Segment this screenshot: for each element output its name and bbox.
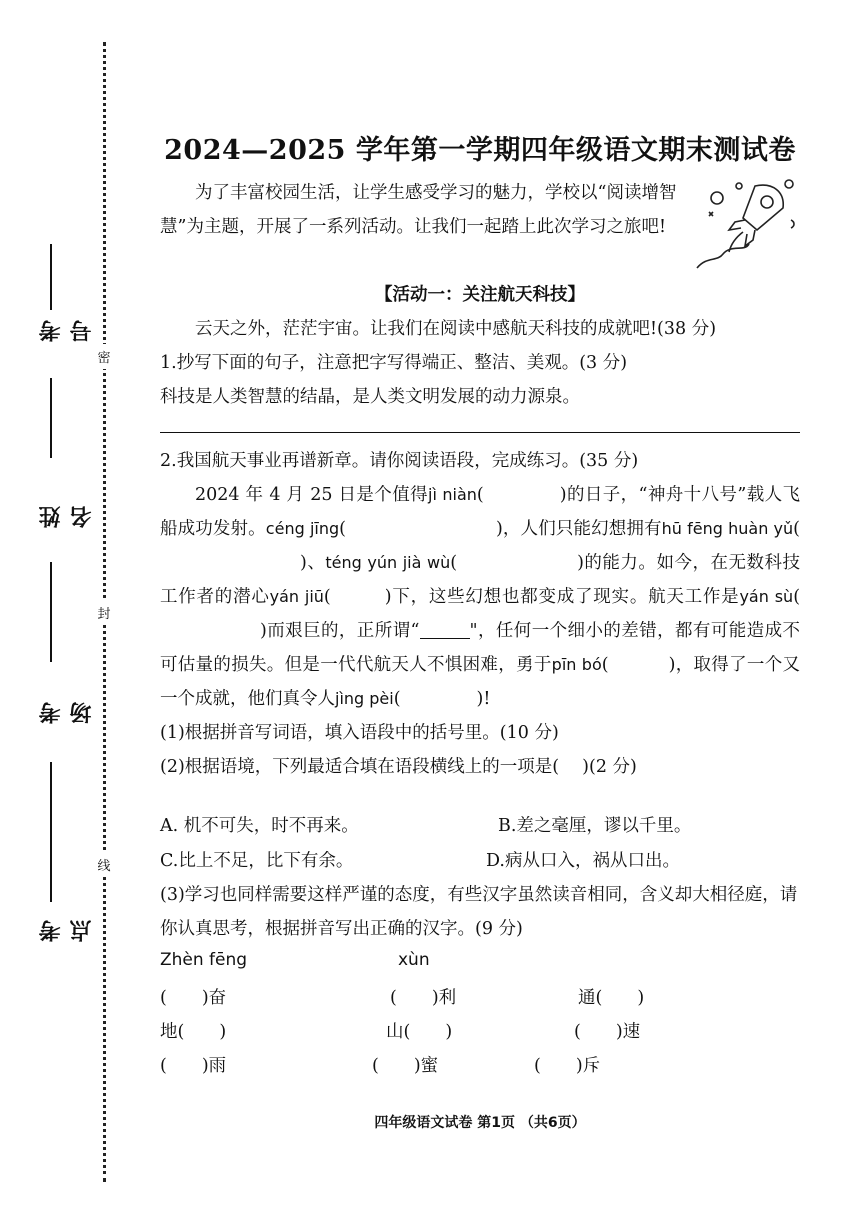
grid-cell[interactable]: 地( ) [160, 1022, 227, 1042]
grid-cell[interactable]: ( )蜜 [372, 1056, 439, 1076]
option-b[interactable]: B.差之毫厘，谬以千里。 [498, 816, 692, 836]
binding-margin: 密 封 线 考号 姓名 考场 考点 [0, 0, 120, 1216]
grid-cell[interactable]: ( )利 [390, 988, 457, 1008]
question-2-stem: 2.我国航天事业再谱新章。请你阅读语段，完成练习。(35 分) [160, 451, 639, 471]
subquestion-1: (1)根据拼音写词语，填入语段中的括号里。(10 分) [160, 723, 559, 743]
page-title: 2024—2025 学年第一学期四年级语文期末测试卷 [164, 135, 796, 166]
copy-answer-line[interactable] [160, 432, 800, 433]
option-d[interactable]: D.病从口入，祸从口出。 [486, 851, 680, 871]
grid-cell[interactable]: 山( ) [386, 1022, 453, 1042]
grid-cell[interactable]: 通( ) [578, 988, 645, 1008]
question-1-stem: 1.抄写下面的句子，注意把字写得端正、整洁、美观。(3 分) [160, 353, 628, 373]
subquestion-2: (2)根据语境，下列最适合填在语段横线上的一项是( )(2 分) [160, 757, 637, 777]
reading-passage: 2024 年 4 月 25 日是个值得jì niàn( )的日子，“神舟十八号”载人飞船成功发射。céng jīng( )，人们只能幻想拥有hū fēng huàn yǔ()、téng yún jià wù( )的能力。如今，在无数科技工作者的潜心yán jiū( )下，这些幻想也都变成了现实。航天工作是yán sù()而艰巨的，正所谓“ "，任何一个细小的差错，都有可能造成不可估量的损失。但是一代代航天人不惧困难，勇于pīn bó( )，取得了一个又一个成就，他们真令人jìng pèi( )! [160, 485, 801, 709]
grid-cell[interactable]: ( )速 [574, 1022, 641, 1042]
seal-char-xian: 线 [96, 852, 112, 877]
subquestion-3: (3)学习也同样需要这样严谨的态度，有些汉字虽然读音相同，含义却大相径庭，请你认真思考，根据拼音写出正确的汉字。(9 分) [160, 885, 798, 939]
activity-1 [160, 278, 800, 414]
page-footer: 四年级语文试卷 第1页 （共6页） [374, 1115, 586, 1131]
question-1-sentence: 科技是人类智慧的结晶，是人类文明发展的动力源泉。 [160, 387, 580, 407]
option-a[interactable]: A. 机不可失，时不再来。 [160, 816, 359, 836]
pinyin-head: xùn [398, 950, 430, 970]
grid-cell[interactable]: ( )奋 [160, 988, 227, 1008]
grid-cell[interactable]: ( )斥 [534, 1056, 601, 1076]
activity-1-title: 【活动一：关注航天科技】 [375, 285, 585, 305]
option-c[interactable]: C.比上不足，比下有余。 [160, 851, 354, 871]
subquestion-3-block [160, 878, 800, 946]
grid-cell[interactable]: ( )雨 [160, 1056, 227, 1076]
activity-1-intro: 云天之外，茫茫宇宙。让我们在阅读中感航天科技的成就吧!(38 分) [195, 319, 717, 339]
intro-paragraph: 为了丰富校园生活，让学生感受学习的魅力，学校以“阅读增智慧”为主题，开展了一系列活动。让我们一起踏上此次学习之旅吧! [160, 183, 677, 237]
seal-char-mi: 密 [96, 344, 112, 369]
question-2 [160, 444, 800, 784]
idiom-blank[interactable] [420, 618, 470, 639]
seal-char-feng: 封 [96, 600, 112, 625]
pinyin-head: Zhèn fēng [160, 950, 248, 970]
